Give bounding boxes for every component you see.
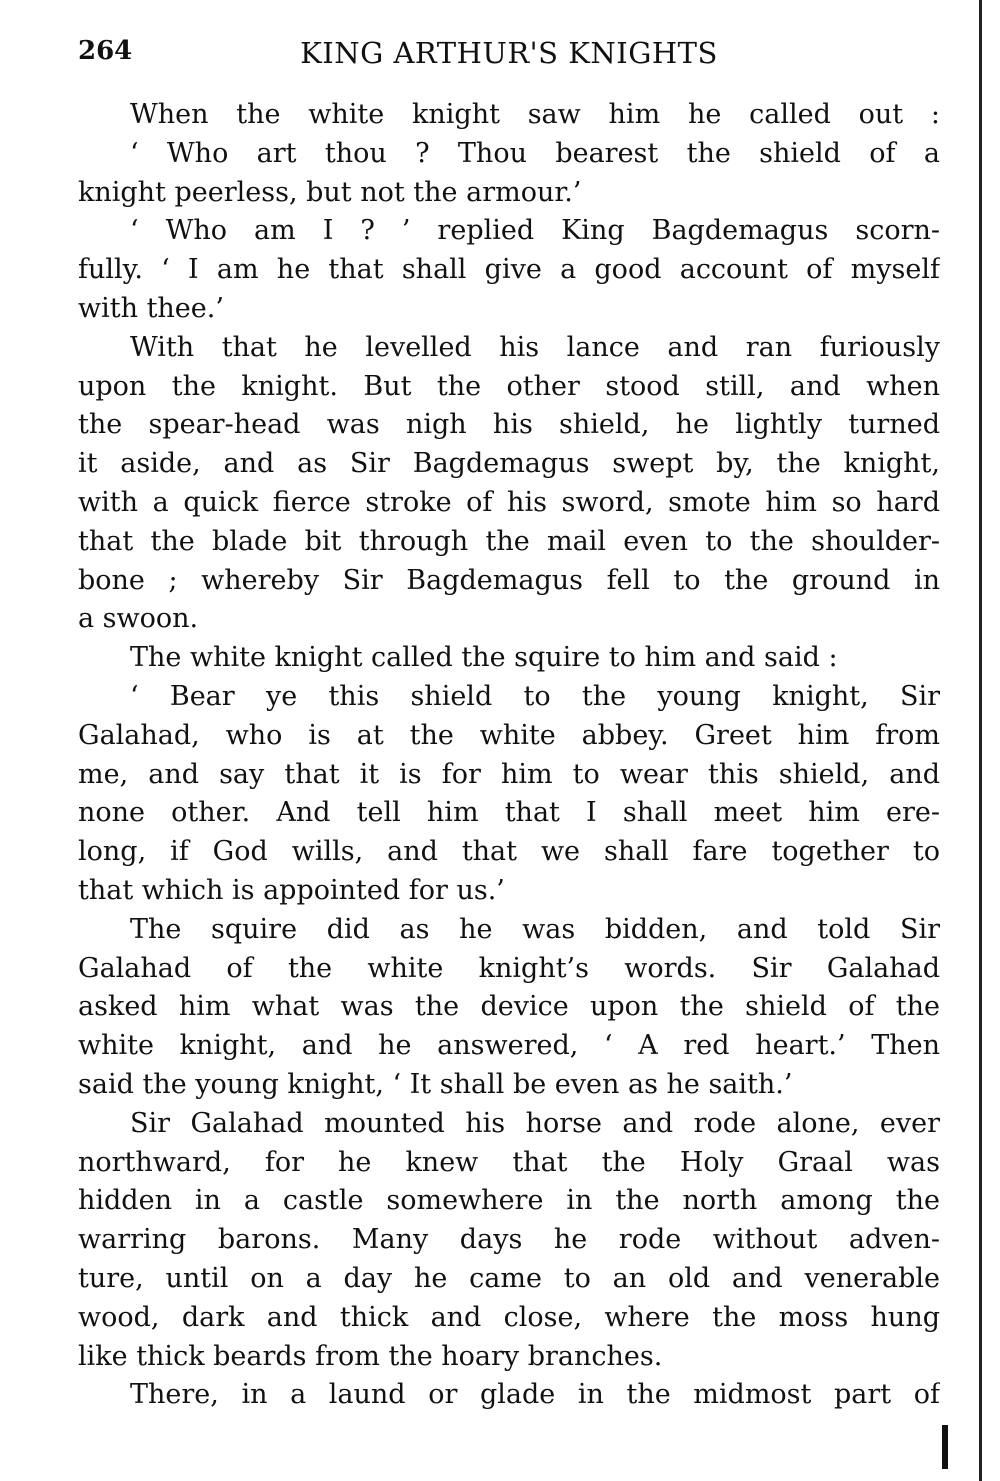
text-line: bone ; whereby Sir Bagdemagus fell to the ground in [78,564,940,596]
text-line: long, if God wills, and that we shall fare together to [78,836,940,868]
text-line: that which is appointed for us.’ [78,874,505,906]
text-line: ture, until on a day he came to an old and venerable [78,1262,940,1294]
text-line: with thee.’ [78,292,224,324]
page-header [78,36,940,76]
text-line: asked him what was the device upon the shield of the [78,991,940,1023]
text-line: hidden in a castle somewhere in the north among the [78,1185,940,1217]
text-line: like thick beards from the hoary branches. [78,1340,663,1372]
text-line: said the young knight, ‘ It shall be even as he saith.’ [78,1068,793,1100]
text-line: With that he levelled his lance and ran furiously [130,331,940,363]
text-line: it aside, and as Sir Bagdemagus swept by, the knight, [78,448,940,480]
scan-edge-mark [942,1425,948,1469]
text-line: ‘ Who art thou ? Thou bearest the shield of a [130,137,940,169]
body-text [78,96,940,1415]
text-line: the spear-head was nigh his shield, he lightly turned [78,409,940,441]
running-title: KING ARTHUR'S KNIGHTS [300,36,718,70]
text-line: ‘ Bear ye this shield to the young knight, Sir [130,680,940,712]
text-line: wood, dark and thick and close, where the moss hung [78,1301,940,1333]
text-line: fully. ‘ I am he that shall give a good account of myself [78,254,940,286]
text-line: northward, for he knew that the Holy Graal was [78,1146,940,1178]
text-line: that the blade bit through the mail even to the shoulder- [78,525,940,557]
page-number: 264 [78,36,133,66]
text-line: When the white knight saw him he called out : [130,99,940,130]
text-line: with a quick fierce stroke of his sword, smote him so hard [78,486,940,518]
text-line: none other. And tell him that I shall meet him ere- [78,797,940,829]
text-line: The squire did as he was bidden, and told Sir [130,913,940,945]
text-line: Galahad, who is at the white abbey. Greet him from [78,719,940,751]
text-line: The white knight called the squire to him and said : [130,642,838,674]
text-line: There, in a laund or glade in the midmost part of [130,1379,940,1411]
text-line: Galahad of the white knight’s words. Sir Galahad [78,952,940,984]
page-edge-rule [979,0,982,1481]
text-line: knight peerless, but not the armour.’ [78,176,582,208]
text-line: ‘ Who am I ? ’ replied King Bagdemagus scorn- [130,215,940,247]
text-line: me, and say that it is for him to wear this shield, and [78,758,940,790]
text-line: a swoon. [78,603,199,635]
text-line: white knight, and he answered, ‘ A red heart.’ Then [78,1030,940,1062]
text-line: warring barons. Many days he rode without adven- [78,1224,940,1256]
text-line: upon the knight. But the other stood still, and when [78,370,940,402]
text-line: Sir Galahad mounted his horse and rode alone, ever [130,1107,940,1139]
